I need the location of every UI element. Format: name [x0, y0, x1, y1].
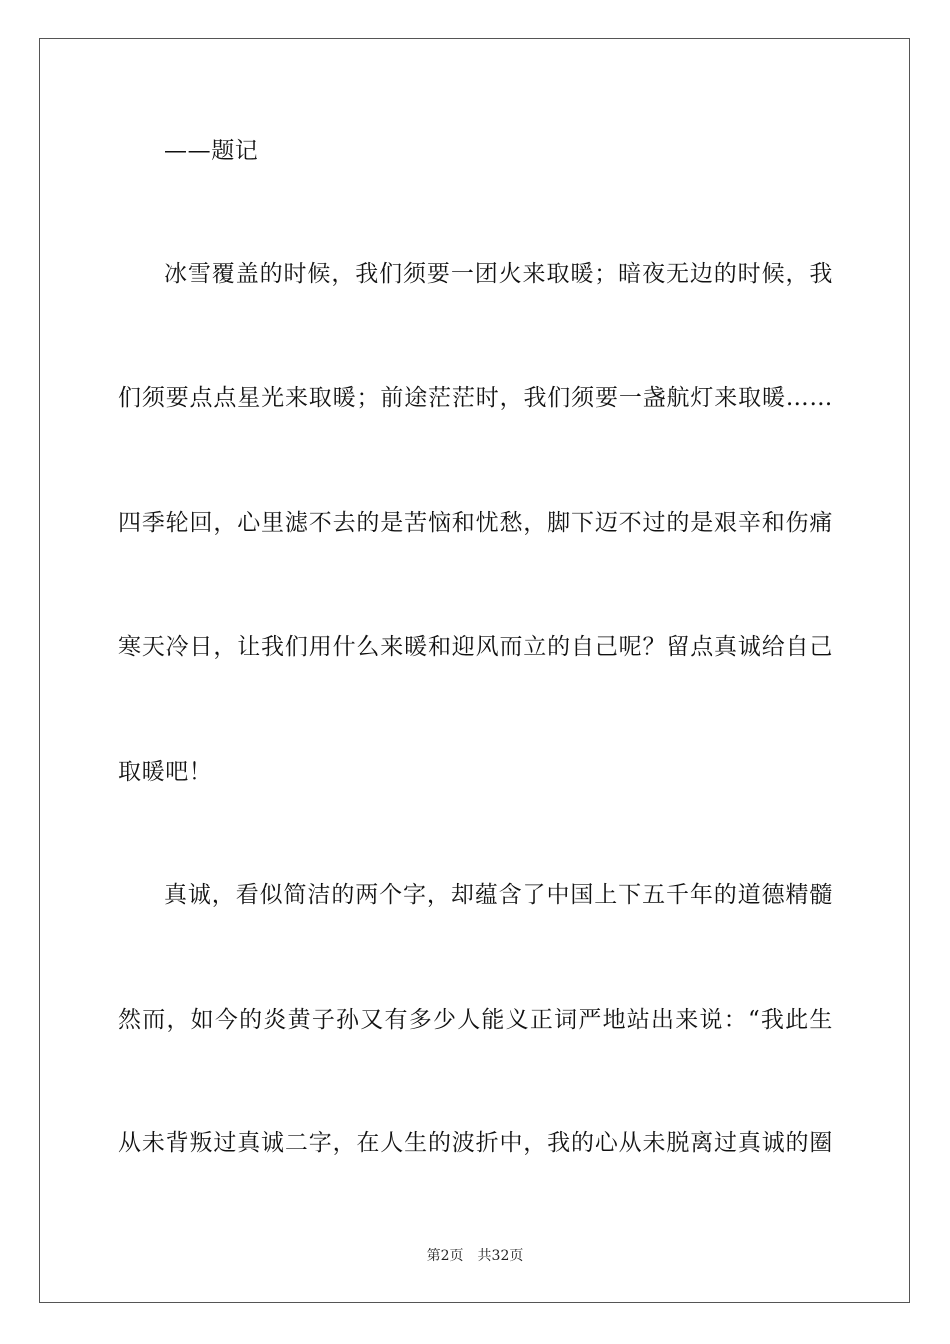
paragraph-line: 取暖吧！ [118, 759, 213, 785]
page-footer [0, 1247, 950, 1265]
epigraph-attribution: ——题记 [164, 138, 259, 164]
paragraph-line: 然而，如今的炎黄子孙又有多少人能义正词严地站出来说：“我此生 [118, 1007, 833, 1033]
paragraph-line: 四季轮回，心里滤不去的是苦恼和忧愁，脚下迈不过的是艰辛和伤痛 [118, 510, 833, 536]
paragraph-line: 真诚，看似简洁的两个字，却蕴含了中国上下五千年的道德精髓 [164, 882, 833, 908]
paragraph-line: 从未背叛过真诚二字，在人生的波折中，我的心从未脱离过真诚的圈 [118, 1130, 833, 1156]
page-number: 第2页 [426, 1248, 464, 1264]
paragraph-line: 冰雪覆盖的时候，我们须要一团火来取暖；暗夜无边的时候，我 [164, 261, 833, 287]
page-total: 共32页 [477, 1248, 524, 1264]
page-border [39, 38, 910, 1303]
paragraph-line: 们须要点点星光来取暖；前途茫茫时，我们须要一盏航灯来取暖…… [118, 385, 833, 411]
paragraph-line: 寒天冷日，让我们用什么来暖和迎风而立的自己呢？留点真诚给自己 [118, 634, 833, 660]
